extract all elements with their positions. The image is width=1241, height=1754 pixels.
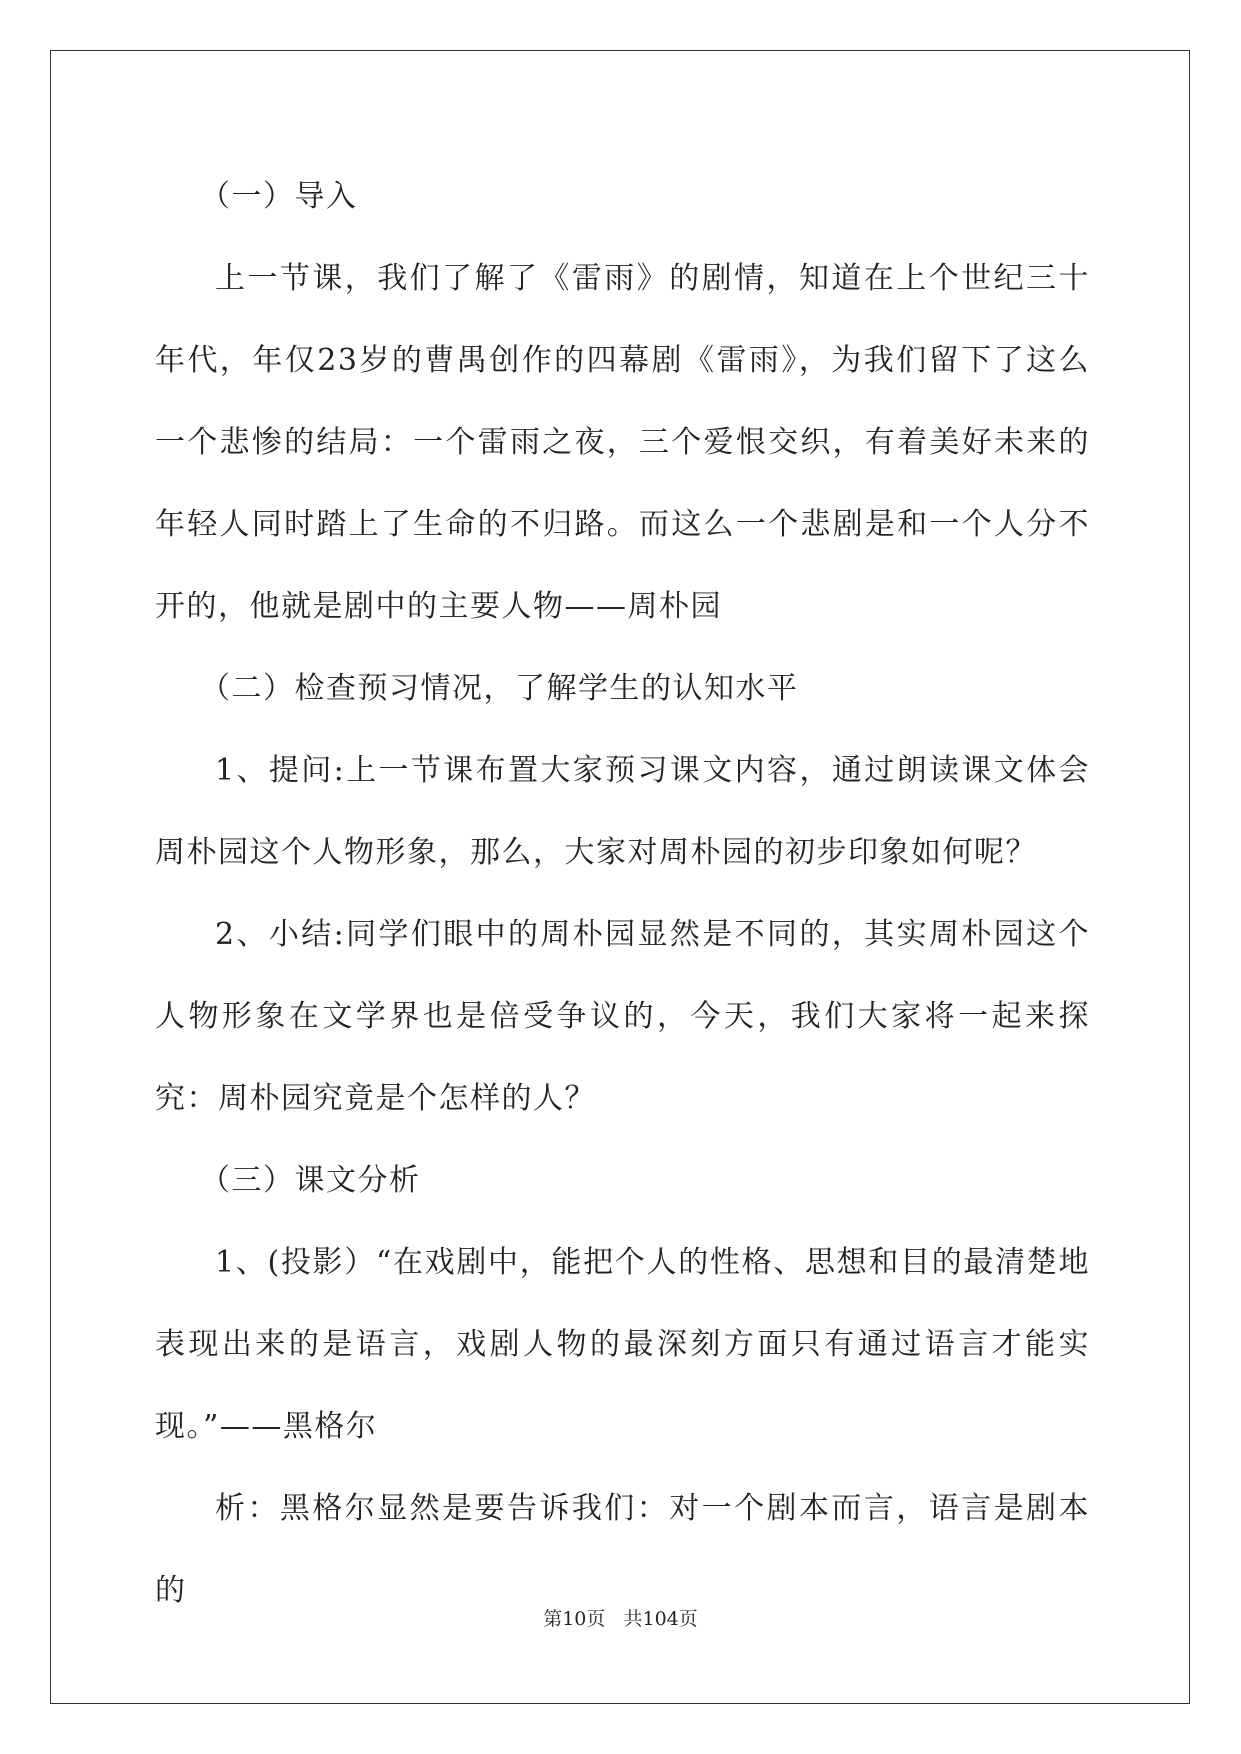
footer-spacer [605,1608,623,1630]
document-body [155,156,1090,1632]
section-heading-text-analysis: （三）课文分析 [200,1163,421,1198]
total-pages: 共104页 [623,1608,698,1630]
section-heading-preview-check: （二）检查预习情况，了解学生的认知水平 [200,671,799,706]
section-heading-intro: （一）导入 [200,179,358,214]
page-number: 第10页 [543,1608,606,1630]
page-footer [0,1604,1241,1631]
paragraph-analysis: 析：黑格尔显然是要告诉我们：对一个剧本而言，语言是剧本的 [155,1491,1090,1608]
paragraph-summary: 2、小结:同学们眼中的周朴园显然是不同的，其实周朴园这个人物形象在文学界也是倍受争议的，今天，我们大家将一起来探究：周朴园究竟是个怎样的人？ [155,917,1090,1116]
paragraph-question: 1、提问:上一节课布置大家预习课文内容，通过朗读课文体会周朴园这个人物形象，那么，大家对周朴园的初步印象如何呢？ [155,753,1090,870]
paragraph-hegel-quote: 1、(投影）“在戏剧中，能把个人的性格、思想和目的最清楚地表现出来的是语言，戏剧人物的最深刻方面只有通过语言才能实现。”——黑格尔 [155,1245,1090,1444]
paragraph-intro-text: 上一节课，我们了解了《雷雨》的剧情，知道在上个世纪三十年代，年仅23岁的曹禺创作的四幕剧《雷雨》，为我们留下了这么一个悲惨的结局：一个雷雨之夜，三个爱恨交织，有着美好未来的年轻人同时踏上了生命的不归路。而这么一个悲剧是和一个人分不开的，他就是剧中的主要人物——周朴园 [155,261,1090,624]
